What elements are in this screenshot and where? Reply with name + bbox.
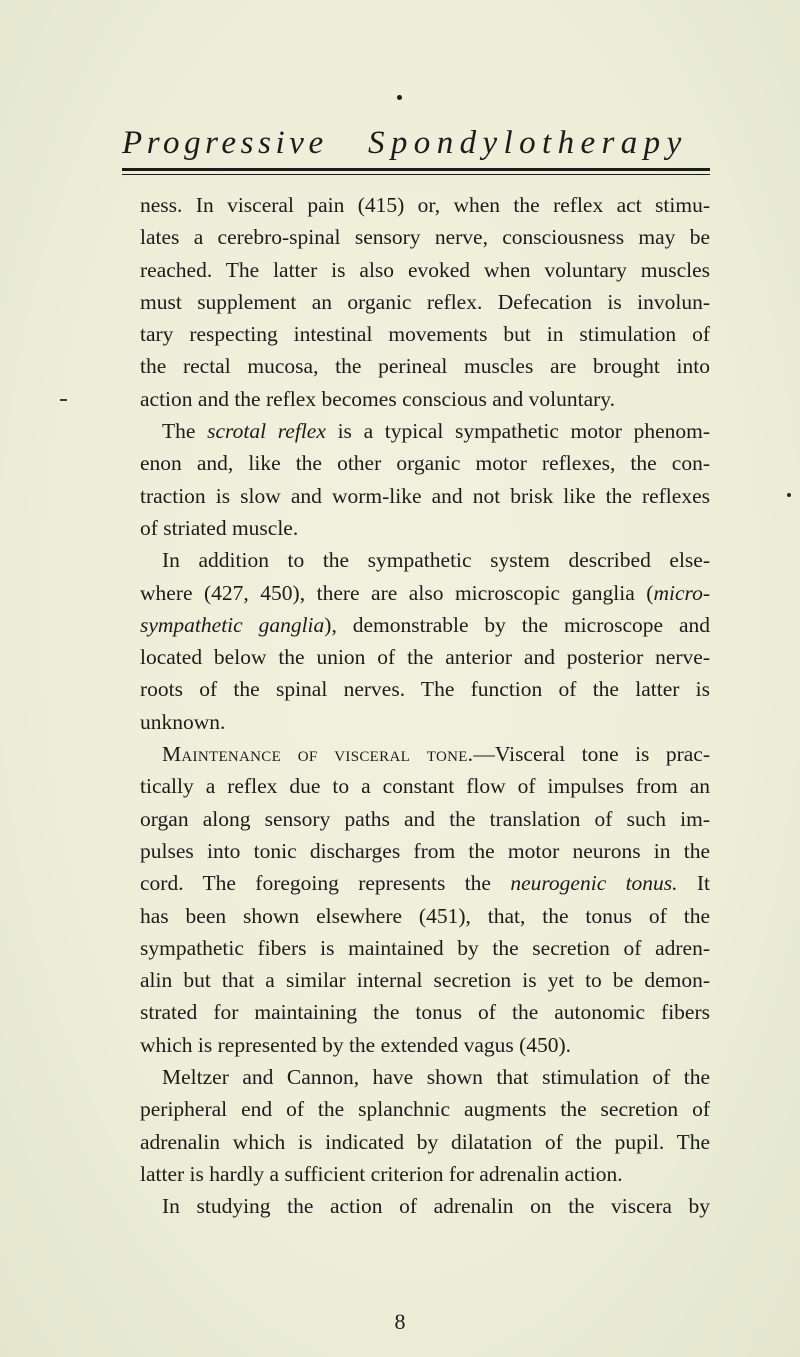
text-line: lates a cerebro-spinal sensory nerve, consciousness may be — [140, 225, 710, 250]
text-line: which is represented by the extended vagus (450). — [140, 1032, 572, 1057]
term-sympathetic-ganglia: sympathetic ganglia — [140, 612, 325, 637]
text-line: tary respecting intestinal movements but in stimulation of — [140, 322, 710, 347]
section-heading: Maintenance of visceral tone. — [162, 742, 474, 767]
text-line: the rectal mucosa, the perineal muscles are brought into — [140, 354, 710, 379]
text-line: tically a reflex due to a constant flow of impulses from an — [140, 774, 710, 799]
text-line: must supplement an organic reflex. Defecation is involun- — [140, 289, 710, 314]
text-line: cord. The foregoing represents the neurogenic tonus. It — [140, 871, 711, 896]
term-micro: micro- — [653, 580, 710, 605]
page-number: 8 — [394, 1309, 406, 1334]
text-line: alin but that a similar internal secretion is yet to be demon- — [140, 968, 710, 993]
text-line: Maintenance of visceral tone.—Visceral tone is prac- — [162, 742, 710, 767]
text-line: Meltzer and Cannon, have shown that stimulation of the — [162, 1065, 710, 1090]
text-line: ness. In visceral pain (415) or, when the reflex act stimu- — [140, 193, 710, 217]
text-line: sympathetic fibers is maintained by the secretion of adren- — [140, 935, 710, 960]
text-line: adrenalin which is indicated by dilatation of the pupil. The — [140, 1129, 710, 1154]
text-line: In studying the action of adrenalin on the viscera by — [162, 1194, 710, 1219]
running-head-right: Spondylotherapy — [368, 125, 688, 161]
text-line: pulses into tonic discharges from the motor neurons in the — [140, 838, 710, 863]
text-line: has been shown elsewhere (451), that, the tonus of the — [140, 903, 710, 928]
text-line: reached. The latter is also evoked when voluntary muscles — [140, 257, 710, 282]
text-line: In addition to the sympathetic system described else- — [162, 548, 710, 573]
term-scrotal-reflex: scrotal reflex — [207, 419, 326, 444]
header-rule-thick — [122, 168, 710, 171]
term-neurogenic-tonus: neurogenic tonus. — [510, 871, 678, 896]
text-line: unknown. — [140, 709, 226, 734]
running-head-left: Progressive — [122, 125, 328, 161]
text-line: action and the reflex becomes conscious and voluntary. — [140, 386, 616, 411]
paragraph — [140, 189, 710, 415]
running-head — [122, 120, 712, 166]
text-line: organ along sensory paths and the translation of such im- — [140, 806, 710, 831]
text-line: where (427, 450), there are also microscopic ganglia (micro- — [140, 580, 710, 605]
paragraph — [140, 1061, 710, 1190]
paragraph — [140, 415, 710, 544]
paragraph — [140, 1190, 710, 1222]
text-line: sympathetic ganglia), demonstrable by the microscope and — [140, 612, 710, 637]
text-line: roots of the spinal nerves. The function of the latter is — [140, 677, 710, 702]
text-line: peripheral end of the splanchnic augments the secretion of — [140, 1097, 710, 1122]
text-line: located below the union of the anterior and posterior nerve- — [140, 645, 710, 670]
top-printer-mark — [397, 95, 402, 100]
body-text — [140, 189, 710, 1223]
text-line: traction is slow and worm-like and not brisk like the reflexes — [140, 483, 710, 508]
margin-dot-mark — [787, 493, 791, 497]
text-line: enon and, like the other organic motor reflexes, the con- — [140, 451, 710, 476]
text-line: The scrotal reflex is a typical sympathetic motor phenom- — [162, 419, 711, 444]
header-rule-thin — [122, 174, 710, 175]
margin-mark — [60, 399, 67, 401]
text-line: strated for maintaining the tonus of the autonomic fibers — [140, 1000, 710, 1025]
text-line: latter is hardly a sufficient criterion for adrenalin action. — [140, 1161, 623, 1186]
paragraph — [140, 738, 710, 1061]
paragraph — [140, 544, 710, 738]
text-line: of striated muscle. — [140, 515, 299, 540]
